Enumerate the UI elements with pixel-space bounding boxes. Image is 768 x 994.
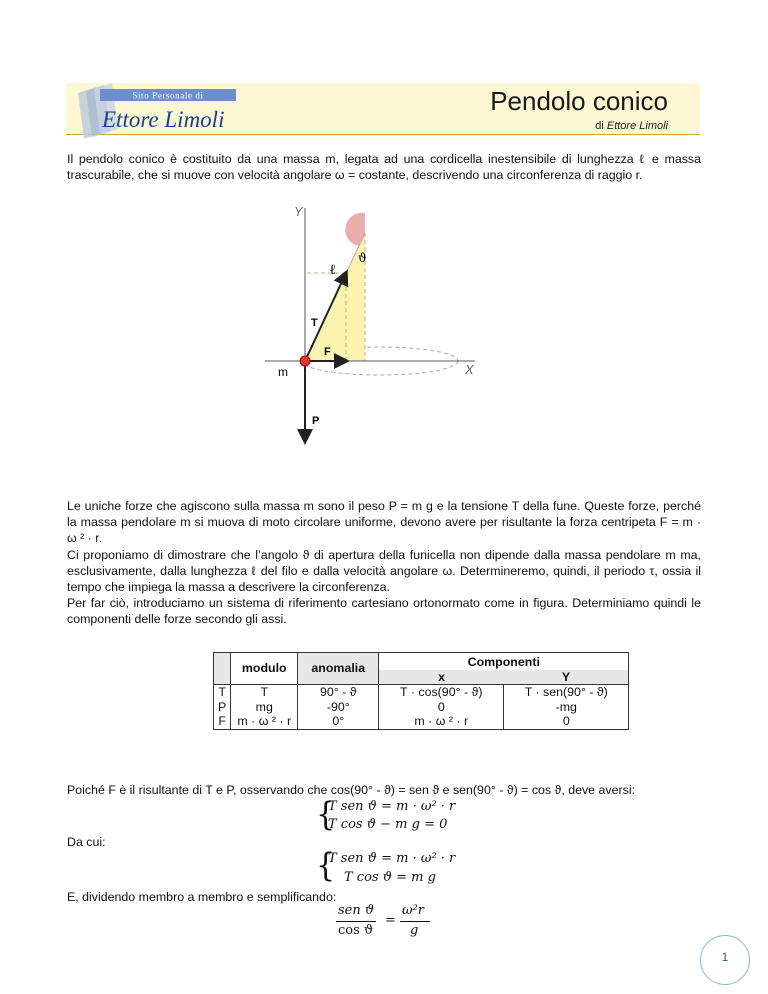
fraction-equation xyxy=(330,903,460,941)
components-table xyxy=(213,652,629,730)
T-label: T xyxy=(311,317,318,329)
row-anomalia: 0° xyxy=(298,714,379,729)
ell-symbol: ℓ xyxy=(639,151,647,166)
fraction-left-den: cos ϑ xyxy=(338,923,374,938)
th-anomalia: anomalia xyxy=(298,653,379,685)
intro-paragraph xyxy=(67,151,701,183)
system-1 xyxy=(316,797,516,835)
fraction-equals: = xyxy=(385,913,396,928)
y-axis-label: Y xyxy=(294,204,303,219)
subtitle-author: Ettore Limoli xyxy=(606,120,668,132)
P-label: P xyxy=(312,415,320,427)
body-text xyxy=(67,498,701,628)
row-modulo: T xyxy=(231,685,298,700)
row-name: T xyxy=(214,685,231,700)
da-cui-label: Da cui: xyxy=(67,835,106,849)
row-x: T · cos(90° - ϑ) xyxy=(379,685,504,700)
row-y: T · sen(90° - ϑ) xyxy=(504,685,629,700)
logo-name: Ettore Limoli xyxy=(102,107,225,132)
system-2-line-2: T cos ϑ = m g xyxy=(344,870,436,885)
table-row xyxy=(214,714,629,729)
ell-label: ℓ xyxy=(330,262,336,278)
table-row xyxy=(214,700,629,715)
row-modulo: m · ω ² · r xyxy=(231,714,298,729)
body-paragraph-1: Le uniche forze che agiscono sulla massa m sono il peso P = m g e la tensione T della fune. Queste forze, perché la massa pendolare m si muova di moto circolare uniforme, devono avere per risultante la forza centripeta F = m · ω ² · r. xyxy=(67,499,701,546)
table-row xyxy=(214,685,629,700)
row-modulo: mg xyxy=(231,700,298,715)
intro-text-1: Il pendolo conico è costituito da una massa m, legata ad una cordicella inestensibile di lunghezza xyxy=(67,152,634,166)
page-number: 1 xyxy=(721,950,729,964)
system-1-line-1: T sen ϑ = m · ω² · r xyxy=(328,799,456,814)
body-paragraph-3: Per far ciò, introduciamo un sistema di riferimento cartesiano ortonormato come in figura. Determiniamo quindi le componenti delle forze secondo gli assi. xyxy=(67,596,701,627)
F-label: F xyxy=(324,346,331,358)
page-title: Pendolo conico xyxy=(490,86,668,116)
body-paragraph-2: Ci proponiamo di dimostrare che l’angolo ϑ di apertura della funicella non dipende dalla massa pendolare m ma, esclusivamente, dalla lunghezza ℓ del filo e dalla velocità angolare ω. Determineremo, quindi, il periodo τ, ossia il tempo che impiega la massa a descrivere la circonferenza. xyxy=(67,547,701,595)
intro-text-2: e massa trascurabile, che si muove con velocità angolare ω = costante, descrivendo una circonferenza di raggio r. xyxy=(67,152,701,183)
th-y: Y xyxy=(504,670,629,685)
fraction-left-num: sen ϑ xyxy=(338,903,375,918)
row-name: P xyxy=(214,700,231,715)
mass-point xyxy=(300,356,310,366)
fraction-right-num: ω²r xyxy=(402,903,425,918)
logo-tagline: Sito Personale di xyxy=(132,90,204,101)
page-subtitle xyxy=(595,120,668,132)
row-anomalia: 90° - ϑ xyxy=(298,685,379,700)
subtitle-prefix: di xyxy=(595,120,604,132)
dividendo-paragraph: E, dividendo membro a membro e semplificando: xyxy=(67,890,337,904)
fraction-right-bar xyxy=(400,921,430,922)
after-table-paragraph: Poiché F è il risultante di T e P, osservando che cos(90° - ϑ) = sen ϑ e sen(90° - ϑ) = cos ϑ, deve aversi: xyxy=(67,783,636,797)
fraction-left-bar xyxy=(336,921,376,922)
row-y: -mg xyxy=(504,700,629,715)
th-modulo: modulo xyxy=(231,653,298,685)
row-anomalia: -90° xyxy=(298,700,379,715)
x-axis-label: X xyxy=(465,362,474,377)
fraction-right-den: g xyxy=(410,923,419,938)
brace: { xyxy=(316,795,336,834)
site-logo[interactable] xyxy=(72,83,248,141)
conical-pendulum-figure xyxy=(260,198,500,468)
row-x: m · ω ² · r xyxy=(379,714,504,729)
system-2-line-1: T sen ϑ = m · ω² · r xyxy=(328,851,456,866)
system-1-line-2: T cos ϑ − m g = 0 xyxy=(328,817,448,832)
brace: { xyxy=(316,846,336,885)
row-name: F xyxy=(214,714,231,729)
row-x: 0 xyxy=(379,700,504,715)
m-label: m xyxy=(278,365,288,379)
row-y: 0 xyxy=(504,714,629,729)
th-x: x xyxy=(379,670,504,685)
theta-label: ϑ xyxy=(358,251,367,265)
system-2 xyxy=(316,848,516,888)
th-componenti: Componenti xyxy=(379,653,629,670)
